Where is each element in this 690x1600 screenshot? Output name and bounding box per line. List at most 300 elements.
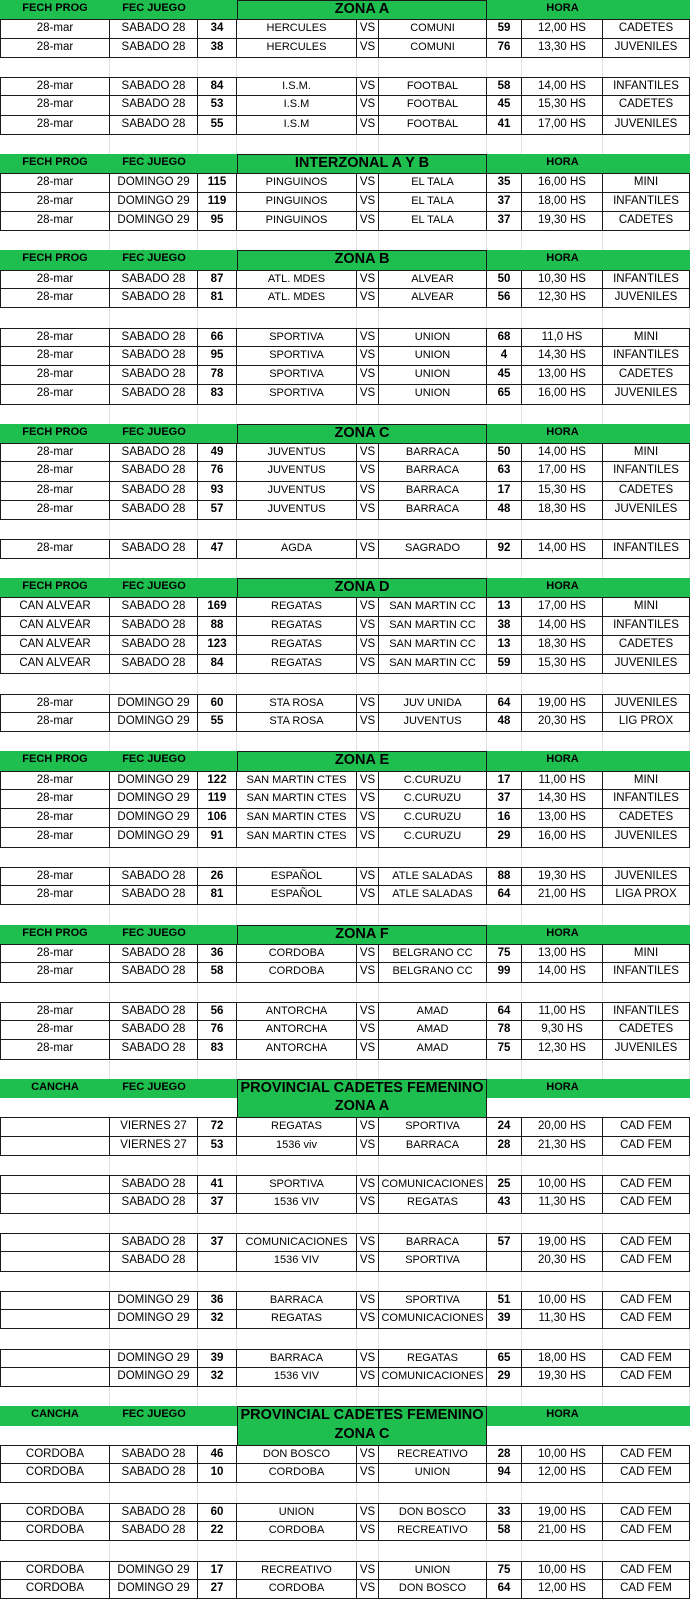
away-score-cell: 65 <box>487 1349 522 1368</box>
category-cell: JUVENILES <box>603 116 690 135</box>
game-date-cell: SABADO 28 <box>110 1175 198 1194</box>
empty-cell <box>198 1541 237 1560</box>
home-score-cell: 17 <box>198 1561 237 1580</box>
header-game-date: FEC JUEGO <box>122 1080 186 1093</box>
field-cell: 28-mar <box>0 1002 110 1021</box>
empty-cell <box>487 1541 522 1560</box>
empty-cell <box>0 1060 110 1079</box>
time-cell: 21,00 HS <box>522 1522 603 1541</box>
blank-row <box>0 1272 690 1291</box>
header-game-date: FEC JUEGO <box>122 425 186 438</box>
vs-cell: VS <box>357 39 379 58</box>
header-time: HORA <box>546 1080 579 1093</box>
away-score-cell: 68 <box>487 328 522 347</box>
category-cell: INFANTILES <box>603 77 690 96</box>
game-row <box>0 385 690 404</box>
home-team-cell: I.S.M <box>237 96 357 115</box>
away-team-cell: SAN MARTIN CC <box>379 636 487 655</box>
home-team-cell: DON BOSCO <box>237 1445 357 1464</box>
field-cell: CAN ALVEAR <box>0 636 110 655</box>
game-date-cell: SABADO 28 <box>110 270 198 289</box>
field-cell: 28-mar <box>0 77 110 96</box>
vs-cell: VS <box>357 1002 379 1021</box>
home-team-cell: REGATAS <box>237 597 357 616</box>
game-date-cell: VIERNES 27 <box>110 1137 198 1156</box>
game-date-cell: DOMINGO 29 <box>110 1561 198 1580</box>
time-cell: 13,00 HS <box>522 366 603 385</box>
time-cell: 11,30 HS <box>522 1310 603 1329</box>
empty-cell <box>603 559 690 578</box>
empty-cell <box>379 905 487 924</box>
vs-cell: VS <box>357 886 379 905</box>
empty-cell <box>237 1214 357 1233</box>
section-title: ZONA E <box>237 751 487 770</box>
away-score-cell: 29 <box>487 828 522 847</box>
away-team-cell: REGATAS <box>379 1349 487 1368</box>
game-date-cell: SABADO 28 <box>110 597 198 616</box>
game-date-cell: SABADO 28 <box>110 366 198 385</box>
game-row <box>0 1561 690 1580</box>
game-date-cell: SABADO 28 <box>110 617 198 636</box>
category-cell: CADETES <box>603 366 690 385</box>
category-cell: CADETES <box>603 636 690 655</box>
empty-cell <box>603 1541 690 1560</box>
empty-cell <box>110 231 198 250</box>
section-title: ZONA A <box>237 0 487 19</box>
home-team-cell: PINGUINOS <box>237 193 357 212</box>
empty-cell <box>522 135 603 154</box>
empty-cell <box>379 848 487 867</box>
game-row <box>0 1233 690 1252</box>
away-team-cell: SPORTIVA <box>379 1291 487 1310</box>
empty-cell <box>487 905 522 924</box>
empty-cell <box>198 848 237 867</box>
game-row <box>0 1040 690 1059</box>
home-team-cell: REGATAS <box>237 655 357 674</box>
header-field: FECH PROG <box>22 926 88 939</box>
empty-cell <box>603 231 690 250</box>
away-team-cell: BARRACA <box>379 1137 487 1156</box>
empty-cell <box>379 1060 487 1079</box>
away-score-cell: 58 <box>487 1522 522 1541</box>
field-cell: CAN ALVEAR <box>0 655 110 674</box>
away-team-cell: UNION <box>379 328 487 347</box>
empty-cell <box>522 674 603 693</box>
game-date-cell: DOMINGO 29 <box>110 1580 198 1599</box>
home-score-cell: 37 <box>198 1194 237 1213</box>
away-score-cell: 43 <box>487 1194 522 1213</box>
field-cell: CORDOBA <box>0 1580 110 1599</box>
empty-cell <box>237 983 357 1002</box>
game-date-cell: SABADO 28 <box>110 482 198 501</box>
empty-cell <box>379 135 487 154</box>
away-score-cell: 37 <box>487 212 522 231</box>
time-cell: 19,00 HS <box>522 1233 603 1252</box>
empty-cell <box>522 983 603 1002</box>
game-date-cell: SABADO 28 <box>110 19 198 38</box>
home-team-cell: PINGUINOS <box>237 212 357 231</box>
empty-cell <box>357 1329 379 1348</box>
away-team-cell: JUVENTUS <box>379 713 487 732</box>
time-cell: 16,00 HS <box>522 385 603 404</box>
away-team-cell: C.CURUZU <box>379 828 487 847</box>
empty-cell <box>237 405 357 424</box>
header-spacer <box>603 578 690 597</box>
vs-cell: VS <box>357 713 379 732</box>
header-spacer <box>603 1079 690 1098</box>
empty-cell <box>522 848 603 867</box>
category-cell: CAD FEM <box>603 1368 690 1387</box>
home-score-cell: 27 <box>198 1580 237 1599</box>
away-team-cell: SAGRADO <box>379 539 487 558</box>
vs-cell: VS <box>357 771 379 790</box>
empty-cell <box>110 1329 198 1348</box>
empty-cell <box>603 308 690 327</box>
header-spacer <box>603 424 690 443</box>
empty-cell <box>198 308 237 327</box>
game-date-cell: SABADO 28 <box>110 1252 198 1271</box>
time-cell: 14,30 HS <box>522 790 603 809</box>
vs-cell: VS <box>357 1252 379 1271</box>
home-score-cell: 122 <box>198 771 237 790</box>
empty-cell <box>357 1541 379 1560</box>
home-team-cell: COMUNICACIONES <box>237 1233 357 1252</box>
empty-cell <box>357 1483 379 1502</box>
game-row <box>0 1349 690 1368</box>
empty-cell <box>110 520 198 539</box>
field-cell: CORDOBA <box>0 1445 110 1464</box>
empty-cell <box>487 1272 522 1291</box>
home-team-cell: JUVENTUS <box>237 462 357 481</box>
away-score-cell: 41 <box>487 116 522 135</box>
empty-cell <box>357 58 379 77</box>
home-team-cell: SAN MARTIN CTES <box>237 790 357 809</box>
empty-cell <box>357 1156 379 1175</box>
home-score-cell: 83 <box>198 1040 237 1059</box>
blank-row <box>0 231 690 250</box>
empty-cell <box>487 559 522 578</box>
category-cell: CAD FEM <box>603 1445 690 1464</box>
game-date-cell: SABADO 28 <box>110 867 198 886</box>
away-team-cell: SAN MARTIN CC <box>379 655 487 674</box>
home-score-cell: 87 <box>198 270 237 289</box>
field-cell: 28-mar <box>0 539 110 558</box>
time-cell: 19,00 HS <box>522 1503 603 1522</box>
away-team-cell: JUV UNIDA <box>379 694 487 713</box>
category-cell: CAD FEM <box>603 1252 690 1271</box>
empty-cell <box>198 1387 237 1406</box>
game-date-cell: SABADO 28 <box>110 1522 198 1541</box>
empty-cell <box>198 1156 237 1175</box>
empty-cell <box>237 674 357 693</box>
category-cell: INFANTILES <box>603 347 690 366</box>
header-spacer <box>603 1406 690 1425</box>
empty-cell <box>487 1483 522 1502</box>
home-team-cell: ATL. MDES <box>237 289 357 308</box>
empty-cell <box>0 231 110 250</box>
empty-cell <box>357 1060 379 1079</box>
category-cell: INFANTILES <box>603 193 690 212</box>
empty-cell <box>198 1272 237 1291</box>
vs-cell: VS <box>357 328 379 347</box>
empty-cell <box>237 1329 357 1348</box>
away-score-cell: 13 <box>487 636 522 655</box>
empty-cell <box>522 1272 603 1291</box>
blank-row <box>0 135 690 154</box>
away-team-cell: COMUNI <box>379 39 487 58</box>
time-cell: 14,00 HS <box>522 963 603 982</box>
empty-cell <box>487 1060 522 1079</box>
empty-cell <box>110 58 198 77</box>
vs-cell: VS <box>357 96 379 115</box>
empty-cell <box>0 674 110 693</box>
home-score-cell: 60 <box>198 1503 237 1522</box>
header-game-date: FEC JUEGO <box>122 579 186 592</box>
game-date-cell: SABADO 28 <box>110 96 198 115</box>
game-row <box>0 77 690 96</box>
category-cell: INFANTILES <box>603 963 690 982</box>
home-score-cell: 83 <box>198 385 237 404</box>
empty-cell <box>522 1483 603 1502</box>
vs-cell: VS <box>357 1580 379 1599</box>
header-time: HORA <box>546 252 579 265</box>
empty-cell <box>379 983 487 1002</box>
away-team-cell: COMUNICACIONES <box>379 1175 487 1194</box>
game-date-cell: SABADO 28 <box>110 116 198 135</box>
empty-cell <box>357 732 379 751</box>
vs-cell: VS <box>357 212 379 231</box>
time-cell: 18,30 HS <box>522 501 603 520</box>
away-team-cell: SPORTIVA <box>379 1117 487 1136</box>
empty-cell <box>198 732 237 751</box>
category-cell: MINI <box>603 443 690 462</box>
home-score-cell: 55 <box>198 713 237 732</box>
game-date-cell: DOMINGO 29 <box>110 173 198 192</box>
empty-cell <box>603 58 690 77</box>
category-cell: CADETES <box>603 1021 690 1040</box>
empty-cell <box>522 559 603 578</box>
empty-cell <box>357 674 379 693</box>
header-time: HORA <box>546 1408 579 1421</box>
game-date-cell: SABADO 28 <box>110 655 198 674</box>
empty-cell <box>0 58 110 77</box>
home-score-cell: 57 <box>198 501 237 520</box>
empty-cell <box>379 1541 487 1560</box>
home-score-cell: 72 <box>198 1117 237 1136</box>
vs-cell: VS <box>357 1349 379 1368</box>
header-field: FECH PROG <box>22 753 88 766</box>
home-team-cell: ESPAÑOL <box>237 867 357 886</box>
empty-cell <box>603 1329 690 1348</box>
empty-cell <box>522 1214 603 1233</box>
vs-cell: VS <box>357 1175 379 1194</box>
away-score-cell: 25 <box>487 1175 522 1194</box>
header-field: FECH PROG <box>22 2 88 14</box>
empty-cell <box>198 1060 237 1079</box>
field-cell: 28-mar <box>0 212 110 231</box>
away-score-cell: 28 <box>487 1137 522 1156</box>
game-row <box>0 539 690 558</box>
game-date-cell: DOMINGO 29 <box>110 1368 198 1387</box>
game-row <box>0 289 690 308</box>
category-cell: CAD FEM <box>603 1291 690 1310</box>
home-team-cell: ANTORCHA <box>237 1021 357 1040</box>
time-cell: 13,00 HS <box>522 809 603 828</box>
vs-cell: VS <box>357 1021 379 1040</box>
field-cell <box>0 1349 110 1368</box>
time-cell: 10,00 HS <box>522 1175 603 1194</box>
away-score-cell: 50 <box>487 443 522 462</box>
away-team-cell: ATLE SALADAS <box>379 886 487 905</box>
empty-cell <box>237 1483 357 1502</box>
empty-cell <box>522 231 603 250</box>
home-team-cell: SAN MARTIN CTES <box>237 809 357 828</box>
empty-cell <box>237 308 357 327</box>
empty-cell <box>0 1387 110 1406</box>
home-team-cell: JUVENTUS <box>237 443 357 462</box>
field-cell: 28-mar <box>0 443 110 462</box>
home-score-cell: 38 <box>198 39 237 58</box>
game-date-cell: DOMINGO 29 <box>110 193 198 212</box>
category-cell: CADETES <box>603 19 690 38</box>
game-date-cell: SABADO 28 <box>110 328 198 347</box>
away-score-cell: 50 <box>487 270 522 289</box>
vs-cell: VS <box>357 1310 379 1329</box>
header-spacer <box>603 250 690 269</box>
section-header-row <box>0 0 690 19</box>
empty-cell <box>522 1156 603 1175</box>
header-spacer <box>487 154 522 173</box>
empty-cell <box>487 58 522 77</box>
game-date-cell: SABADO 28 <box>110 462 198 481</box>
game-row <box>0 193 690 212</box>
away-score-cell: 45 <box>487 96 522 115</box>
header-time: HORA <box>546 926 579 939</box>
away-team-cell: UNION <box>379 366 487 385</box>
time-cell: 14,00 HS <box>522 77 603 96</box>
empty-cell <box>198 231 237 250</box>
time-cell: 15,30 HS <box>522 655 603 674</box>
empty-cell <box>379 1156 487 1175</box>
time-cell: 21,30 HS <box>522 1137 603 1156</box>
category-cell: INFANTILES <box>603 539 690 558</box>
section-title: ZONA F <box>237 925 487 944</box>
empty-cell <box>522 1329 603 1348</box>
game-row <box>0 1117 690 1136</box>
empty-cell <box>522 1541 603 1560</box>
header-field: FECH PROG <box>22 425 88 438</box>
empty-cell <box>110 1387 198 1406</box>
category-cell: CADETES <box>603 212 690 231</box>
home-team-cell: CORDOBA <box>237 1522 357 1541</box>
field-cell: 28-mar <box>0 790 110 809</box>
away-score-cell: 99 <box>487 963 522 982</box>
category-cell: CAD FEM <box>603 1522 690 1541</box>
time-cell: 18,30 HS <box>522 636 603 655</box>
time-cell: 11,00 HS <box>522 771 603 790</box>
empty-cell <box>198 559 237 578</box>
away-team-cell: FOOTBAL <box>379 116 487 135</box>
empty-cell <box>379 308 487 327</box>
field-cell <box>0 1194 110 1213</box>
game-date-cell: SABADO 28 <box>110 886 198 905</box>
home-team-cell: SAN MARTIN CTES <box>237 828 357 847</box>
header-spacer <box>198 154 237 173</box>
away-score-cell <box>487 1252 522 1271</box>
away-team-cell: SAN MARTIN CC <box>379 617 487 636</box>
game-date-cell: DOMINGO 29 <box>110 809 198 828</box>
field-cell <box>0 1175 110 1194</box>
blank-row <box>0 674 690 693</box>
empty-cell <box>487 983 522 1002</box>
home-team-cell: SPORTIVA <box>237 366 357 385</box>
home-score-cell: 76 <box>198 462 237 481</box>
away-team-cell: DON BOSCO <box>379 1580 487 1599</box>
category-cell: INFANTILES <box>603 617 690 636</box>
home-score-cell: 119 <box>198 790 237 809</box>
empty-cell <box>237 1156 357 1175</box>
section-subtitle: ZONA A <box>237 1098 487 1117</box>
field-cell <box>0 1368 110 1387</box>
section-header-row <box>0 925 690 944</box>
empty-cell <box>0 848 110 867</box>
field-cell: 28-mar <box>0 462 110 481</box>
header-spacer <box>198 751 237 770</box>
category-cell: JUVENILES <box>603 828 690 847</box>
time-cell: 17,00 HS <box>522 116 603 135</box>
empty-cell <box>522 308 603 327</box>
home-team-cell: SPORTIVA <box>237 385 357 404</box>
empty-cell <box>603 983 690 1002</box>
field-cell: 28-mar <box>0 867 110 886</box>
header-time: HORA <box>546 753 579 766</box>
category-cell: CAD FEM <box>603 1137 690 1156</box>
section-title: ZONA D <box>237 578 487 597</box>
category-cell: CAD FEM <box>603 1117 690 1136</box>
game-date-cell: SABADO 28 <box>110 289 198 308</box>
field-cell <box>0 1233 110 1252</box>
time-cell: 12,30 HS <box>522 1040 603 1059</box>
header-spacer <box>487 1406 522 1425</box>
away-score-cell: 17 <box>487 771 522 790</box>
vs-cell: VS <box>357 482 379 501</box>
game-row <box>0 1137 690 1156</box>
empty-cell <box>357 905 379 924</box>
field-cell: CORDOBA <box>0 1522 110 1541</box>
time-cell: 11,0 HS <box>522 328 603 347</box>
away-score-cell: 94 <box>487 1464 522 1483</box>
section-header-row <box>0 154 690 173</box>
header-spacer <box>487 0 522 19</box>
empty-cell <box>487 1329 522 1348</box>
field-cell: CAN ALVEAR <box>0 597 110 616</box>
away-team-cell: BELGRANO CC <box>379 944 487 963</box>
empty-cell <box>522 1060 603 1079</box>
home-score-cell: 115 <box>198 173 237 192</box>
empty-cell <box>0 1156 110 1175</box>
category-cell: JUVENILES <box>603 385 690 404</box>
empty-cell <box>198 1214 237 1233</box>
away-score-cell: 24 <box>487 1117 522 1136</box>
header-spacer <box>487 578 522 597</box>
away-score-cell: 64 <box>487 886 522 905</box>
category-cell: CAD FEM <box>603 1349 690 1368</box>
section-header-row <box>0 424 690 443</box>
game-date-cell: SABADO 28 <box>110 347 198 366</box>
vs-cell: VS <box>357 385 379 404</box>
game-date-cell: DOMINGO 29 <box>110 771 198 790</box>
away-score-cell: 38 <box>487 617 522 636</box>
